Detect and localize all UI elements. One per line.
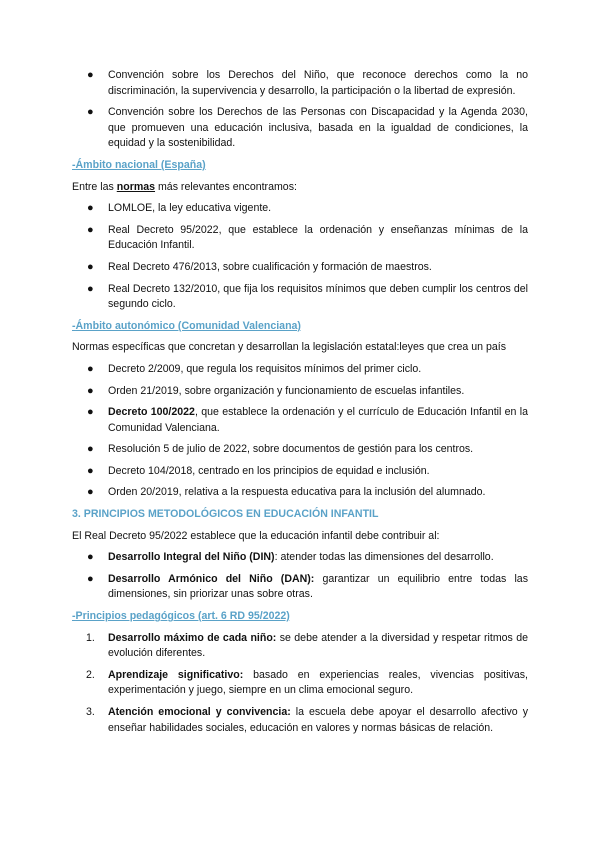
autonomico-list: [72, 362, 528, 501]
bullet-icon: ●: [87, 486, 94, 499]
list-item: ● Decreto 104/2018, centrado en los principios de equidad e inclusión.: [72, 464, 528, 480]
list-item: ● Resolución 5 de julio de 2022, sobre documentos de gestión para los centros.: [72, 442, 528, 458]
principios-intro: El Real Decreto 95/2022 establece que la educación infantil debe contribuir al:: [72, 529, 440, 542]
bullet-icon: ●: [87, 69, 94, 81]
bullet-icon: ●: [87, 282, 94, 295]
bullet-icon: ●: [87, 260, 94, 273]
list-item: ● Real Decreto 95/2022, que establece la ordenación y enseñanzas mínimas de la Educación Infantil.: [87, 223, 528, 252]
pedagogicos-list: [72, 631, 528, 737]
bullet-icon: ●: [87, 551, 94, 564]
autonomico-intro: Normas específicas que concretan y desarrollan la legislación estatal:leyes que crea un país: [72, 341, 506, 354]
section-heading-principios: 3. PRINCIPIOS METODOLÓGICOS EN EDUCACIÓN INFANTIL: [72, 508, 379, 521]
list-item: ● Real Decreto 476/2013, sobre cualificación y formación de maestros.: [72, 260, 528, 276]
list-item: ● Orden 20/2019, relativa a la respuesta educativa para la inclusión del alumnado.: [72, 485, 528, 501]
list-item: ● LOMLOE, la ley educativa vigente.: [72, 201, 528, 217]
list-item: 3. Atención emocional y convivencia: la escuela debe apoyar el desarrollo afectivo y enseñar habilidades sociales, educación en valores y normas básicas de relación.: [86, 706, 528, 734]
list-item: ● Orden 21/2019, sobre organización y funcionamiento de escuelas infantiles.: [72, 384, 528, 400]
section-heading-autonomico: -Ámbito autonómico (Comunidad Valenciana): [72, 319, 301, 332]
bullet-icon: ●: [87, 202, 94, 215]
list-item: ● Desarrollo Integral del Niño (DIN): atender todas las dimensiones del desarrollo.: [72, 550, 528, 566]
principios-list: [72, 550, 528, 603]
list-item: ● Decreto 100/2022, que establece la ordenación y el currículo de Educación Infantil en la Comunidad Valenciana.: [87, 406, 528, 434]
list-item: 1. Desarrollo máximo de cada niño: se debe atender a la diversidad y respetar ritmos de evolución diferentes.: [86, 631, 528, 660]
list-item: ● Convención sobre los Derechos del Niño, que reconoce derechos como la no discriminación, la supervivencia y desarrollo, la participación o la libertad de expresión.: [87, 69, 528, 97]
nacional-list: [72, 201, 528, 313]
bullet-icon: ●: [87, 362, 94, 375]
list-item: ● Convención sobre los Derechos de las Personas con Discapacidad y la Agenda 2030, que promueven una educación inclusiva, basada en la igualdad de condiciones, la equidad y la sostenibilidad.: [87, 106, 528, 150]
bullet-icon: ●: [87, 464, 94, 477]
list-item: ● Desarrollo Armónico del Niño (DAN): garantizar un equilibrio entre todas las dimensiones, sin priorizar unas sobre otras.: [87, 572, 528, 601]
section-heading-pedagogicos: -Principios pedagógicos (art. 6 RD 95/2022): [72, 610, 290, 623]
list-item: ● Decreto 2/2009, que regula los requisitos mínimos del primer ciclo.: [72, 362, 528, 378]
bullet-icon: ●: [87, 406, 94, 419]
bullet-icon: ●: [87, 384, 94, 397]
nacional-intro: Entre las normas más relevantes encontramos:: [72, 180, 297, 193]
document-page: [72, 68, 528, 742]
bullet-icon: ●: [87, 572, 94, 585]
list-item: 2. Aprendizaje significativo: basado en experiencias reales, vivencias positivas, experimentación y juego, siempre en un clima emocional seguro.: [86, 668, 528, 697]
bullet-icon: ●: [87, 106, 94, 119]
international-list: [72, 68, 528, 152]
bullet-icon: ●: [87, 223, 94, 236]
bullet-icon: ●: [87, 443, 94, 456]
list-item: ● Real Decreto 132/2010, que fija los requisitos mínimos que deben cumplir los centros del segundo ciclo.: [87, 282, 528, 311]
section-heading-nacional: -Ámbito nacional (España): [72, 158, 206, 171]
